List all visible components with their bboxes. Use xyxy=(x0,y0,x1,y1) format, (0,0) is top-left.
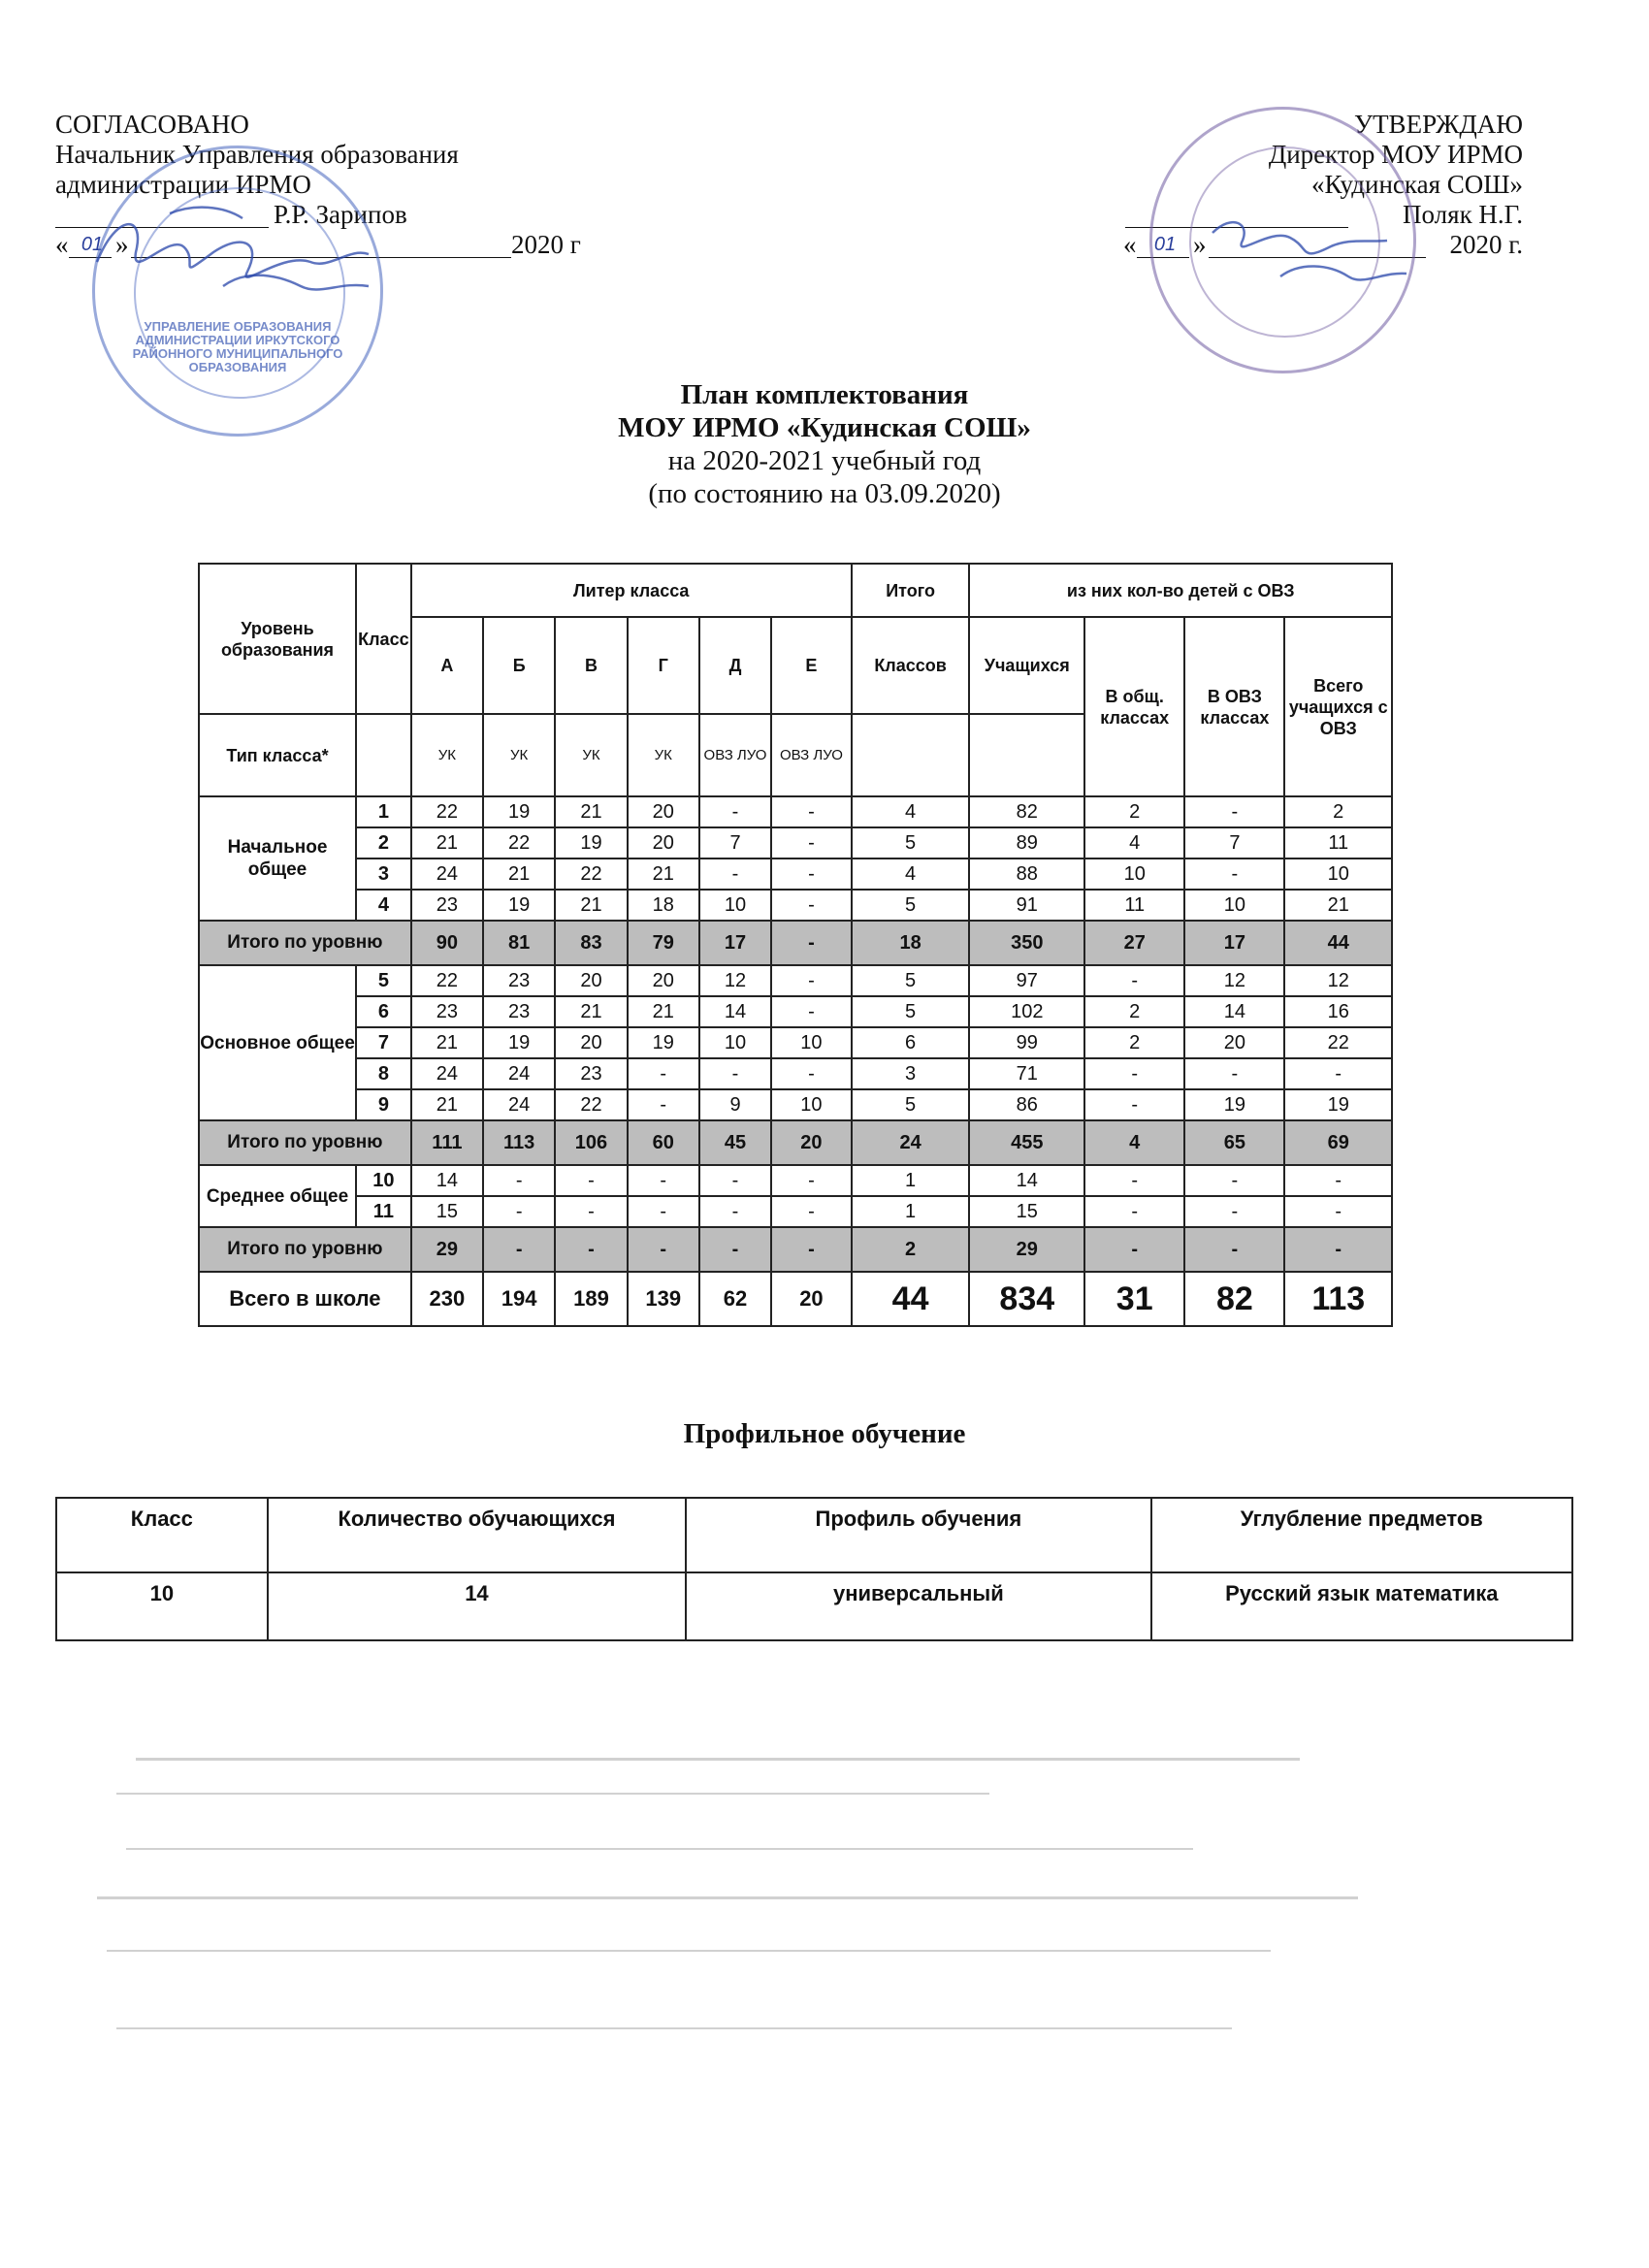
table-cell: 3 xyxy=(852,1058,970,1089)
table-cell: - xyxy=(699,859,771,890)
table-cell: 21 xyxy=(483,859,555,890)
table-cell: - xyxy=(771,996,852,1027)
grand-total-cell: 189 xyxy=(555,1272,627,1326)
grand-total-cell: 62 xyxy=(699,1272,771,1326)
approval-right-heading: УТВЕРЖДАЮ xyxy=(1353,110,1523,139)
class-number: 10 xyxy=(356,1165,411,1196)
level-total-cell: - xyxy=(771,1227,852,1272)
table-row xyxy=(199,965,1392,996)
profile-cell-profile: универсальный xyxy=(686,1572,1150,1640)
approval-left-name: Р.Р. Зарипов xyxy=(274,200,407,229)
approval-left-day: 01 xyxy=(81,234,104,255)
table-cell: - xyxy=(771,827,852,859)
table-cell: 14 xyxy=(411,1165,483,1196)
table-cell: 10 xyxy=(699,1027,771,1058)
class-number: 6 xyxy=(356,996,411,1027)
table-cell: - xyxy=(1084,965,1184,996)
header-letter-v: В xyxy=(555,617,627,714)
table-cell: 2 xyxy=(1084,996,1184,1027)
header-letter-g: Г xyxy=(628,617,699,714)
level-total-cell: 44 xyxy=(1284,921,1392,965)
type-cell: УК xyxy=(628,714,699,796)
table-cell: 22 xyxy=(411,965,483,996)
level-total-label: Итого по уровню xyxy=(199,1120,411,1165)
table-cell: 82 xyxy=(969,796,1084,827)
table-cell: - xyxy=(1084,1165,1184,1196)
header-total-ovz: Всего учащихся с ОВЗ xyxy=(1284,617,1392,796)
table-cell: 12 xyxy=(1184,965,1284,996)
header-letter-group: Литер класса xyxy=(411,564,852,617)
table-row xyxy=(199,796,1392,827)
level-total-cell: 111 xyxy=(411,1120,483,1165)
table-cell: - xyxy=(771,1196,852,1227)
approval-left-date: « 01 » 2020 г xyxy=(55,230,581,259)
grand-total-cell: 194 xyxy=(483,1272,555,1326)
header-students: Учащихся xyxy=(969,617,1084,714)
table-cell: 19 xyxy=(1184,1089,1284,1120)
level-total-row xyxy=(199,1120,1392,1165)
table-cell: 99 xyxy=(969,1027,1084,1058)
grand-total-row xyxy=(199,1272,1392,1326)
table-cell: 19 xyxy=(483,890,555,921)
table-cell: 2 xyxy=(1284,796,1392,827)
table-cell: 11 xyxy=(1084,890,1184,921)
profile-cell-count: 14 xyxy=(268,1572,686,1640)
grand-total-cell: 230 xyxy=(411,1272,483,1326)
table-cell: - xyxy=(699,796,771,827)
level-total-cell: 83 xyxy=(555,921,627,965)
table-cell: 23 xyxy=(483,965,555,996)
table-body xyxy=(199,796,1392,1326)
level-total-cell: - xyxy=(628,1227,699,1272)
table-cell: 1 xyxy=(852,1196,970,1227)
signature-right xyxy=(1145,194,1436,310)
level-total-cell: 18 xyxy=(852,921,970,965)
table-cell: - xyxy=(483,1165,555,1196)
level-total-cell: - xyxy=(771,921,852,965)
level-total-cell: - xyxy=(1084,1227,1184,1272)
approval-right-line1: Директор МОУ ИРМО xyxy=(1268,140,1523,169)
header-letter-b: Б xyxy=(483,617,555,714)
table-cell: - xyxy=(771,1058,852,1089)
profile-section-title: Профильное обучение xyxy=(683,1418,966,1449)
table-cell: 21 xyxy=(411,1089,483,1120)
table-cell: - xyxy=(771,796,852,827)
level-total-cell: 455 xyxy=(969,1120,1084,1165)
table-cell: 21 xyxy=(628,996,699,1027)
table-cell: - xyxy=(771,965,852,996)
table-cell: 22 xyxy=(555,1089,627,1120)
table-cell: 20 xyxy=(555,1027,627,1058)
table-row xyxy=(199,1027,1392,1058)
table-cell: - xyxy=(1284,1058,1392,1089)
header-class: Класс xyxy=(356,564,411,714)
table-cell: 14 xyxy=(1184,996,1284,1027)
approval-left-heading: СОГЛАСОВАНО xyxy=(55,110,249,139)
table-cell: - xyxy=(1084,1196,1184,1227)
seal-stamp-left-text: УПРАВЛЕНИЕ ОБРАЗОВАНИЯ АДМИНИСТРАЦИИ ИРКУТСКОГО РАЙОННОГО МУНИЦИПАЛЬНОГО ОБРАЗОВАНИЯ xyxy=(132,319,343,374)
table-cell: - xyxy=(1184,1165,1284,1196)
table-cell: 14 xyxy=(969,1165,1084,1196)
table-cell: 22 xyxy=(411,796,483,827)
table-cell: - xyxy=(1084,1089,1184,1120)
table-cell: - xyxy=(771,859,852,890)
level-total-cell: - xyxy=(1184,1227,1284,1272)
table-cell: 21 xyxy=(411,1027,483,1058)
grand-total-cell: 31 xyxy=(1084,1272,1184,1326)
level-total-cell: 81 xyxy=(483,921,555,965)
table-cell: 89 xyxy=(969,827,1084,859)
class-number: 9 xyxy=(356,1089,411,1120)
approval-right-day: 01 xyxy=(1153,234,1177,255)
table-cell: 24 xyxy=(483,1058,555,1089)
table-cell: 7 xyxy=(699,827,771,859)
type-cell: ОВЗ ЛУО xyxy=(699,714,771,796)
type-cell: УК xyxy=(555,714,627,796)
level-total-cell: 65 xyxy=(1184,1120,1284,1165)
table-cell: 10 xyxy=(771,1027,852,1058)
table-cell: 21 xyxy=(555,796,627,827)
table-cell: 23 xyxy=(411,996,483,1027)
header-classes-count: Классов xyxy=(852,617,970,714)
approval-left-line2: администрации ИРМО xyxy=(55,170,311,199)
profile-header-count: Количество обучающихся xyxy=(268,1498,686,1572)
header-letter-a: А xyxy=(411,617,483,714)
header-ovz-group: из них кол-во детей с ОВЗ xyxy=(969,564,1392,617)
table-cell: 4 xyxy=(852,859,970,890)
type-cell: ОВЗ ЛУО xyxy=(771,714,852,796)
table-cell: 22 xyxy=(483,827,555,859)
level-total-cell: 60 xyxy=(628,1120,699,1165)
table-cell: 5 xyxy=(852,996,970,1027)
class-number: 11 xyxy=(356,1196,411,1227)
type-row-label: Тип класса* xyxy=(199,714,356,796)
table-cell: 20 xyxy=(1184,1027,1284,1058)
table-row xyxy=(199,827,1392,859)
profile-header-subjects: Углубление предметов xyxy=(1151,1498,1572,1572)
table-cell: - xyxy=(1184,796,1284,827)
table-cell: 97 xyxy=(969,965,1084,996)
grand-total-label: Всего в школе xyxy=(199,1272,411,1326)
table-cell: 4 xyxy=(1084,827,1184,859)
table-row xyxy=(199,1196,1392,1227)
table-cell: 21 xyxy=(411,827,483,859)
header-letter-d: Д xyxy=(699,617,771,714)
level-name: Среднее общее xyxy=(199,1165,356,1227)
table-cell: 6 xyxy=(852,1027,970,1058)
table-cell: - xyxy=(628,1165,699,1196)
table-row xyxy=(199,1165,1392,1196)
table-cell: - xyxy=(1184,859,1284,890)
table-cell: 21 xyxy=(555,996,627,1027)
table-cell: 15 xyxy=(969,1196,1084,1227)
table-cell: 91 xyxy=(969,890,1084,921)
grand-total-cell: 139 xyxy=(628,1272,699,1326)
grand-total-cell: 82 xyxy=(1184,1272,1284,1326)
level-total-label: Итого по уровню xyxy=(199,921,411,965)
table-cell: 18 xyxy=(628,890,699,921)
level-total-cell: - xyxy=(555,1227,627,1272)
table-row xyxy=(199,890,1392,921)
header-total-group: Итого xyxy=(852,564,970,617)
level-total-cell: 29 xyxy=(411,1227,483,1272)
level-total-cell: 29 xyxy=(969,1227,1084,1272)
level-name: Основное общее xyxy=(199,965,356,1120)
table-cell: 20 xyxy=(628,827,699,859)
document-title xyxy=(0,378,1649,510)
level-total-cell: 113 xyxy=(483,1120,555,1165)
table-row xyxy=(199,1089,1392,1120)
table-cell: 12 xyxy=(699,965,771,996)
table-cell: 20 xyxy=(628,965,699,996)
level-total-cell: 17 xyxy=(1184,921,1284,965)
level-total-cell: - xyxy=(699,1227,771,1272)
profile-header-profile: Профиль обучения xyxy=(686,1498,1150,1572)
table-cell: 23 xyxy=(411,890,483,921)
title-line4: (по состоянию на 03.09.2020) xyxy=(648,478,1001,509)
title-line1: План комплектования xyxy=(680,379,969,410)
profile-cell-class: 10 xyxy=(56,1572,268,1640)
approval-left-year: 2020 г xyxy=(511,230,581,259)
approval-right-year: 2020 г. xyxy=(1449,230,1523,259)
level-total-cell: 79 xyxy=(628,921,699,965)
level-total-cell: 24 xyxy=(852,1120,970,1165)
header-letter-e: Е xyxy=(771,617,852,714)
level-total-cell: 350 xyxy=(969,921,1084,965)
table-cell: 19 xyxy=(1284,1089,1392,1120)
grand-total-cell: 20 xyxy=(771,1272,852,1326)
table-cell: 10 xyxy=(771,1089,852,1120)
staffing-table xyxy=(198,563,1393,1327)
table-cell: 5 xyxy=(852,965,970,996)
profile-table xyxy=(55,1497,1573,1641)
table-cell: 19 xyxy=(483,796,555,827)
header-in-general: В общ. классах xyxy=(1084,617,1184,796)
profile-cell-subjects: Русский язык математика xyxy=(1151,1572,1572,1640)
table-cell: 10 xyxy=(1084,859,1184,890)
level-total-cell: 20 xyxy=(771,1120,852,1165)
class-number: 4 xyxy=(356,890,411,921)
table-cell: 15 xyxy=(411,1196,483,1227)
signature-left xyxy=(78,194,398,320)
table-cell: 16 xyxy=(1284,996,1392,1027)
table-cell: 20 xyxy=(555,965,627,996)
table-cell: 23 xyxy=(555,1058,627,1089)
table-cell: 5 xyxy=(852,1089,970,1120)
level-total-row xyxy=(199,921,1392,965)
table-cell: 86 xyxy=(969,1089,1084,1120)
table-cell: 14 xyxy=(699,996,771,1027)
table-cell: - xyxy=(628,1196,699,1227)
table-cell: 1 xyxy=(852,1165,970,1196)
table-cell: - xyxy=(771,1165,852,1196)
table-cell: 21 xyxy=(555,890,627,921)
class-number: 1 xyxy=(356,796,411,827)
table-cell: - xyxy=(628,1058,699,1089)
table-cell: - xyxy=(1184,1058,1284,1089)
table-cell: 22 xyxy=(1284,1027,1392,1058)
table-cell: - xyxy=(483,1196,555,1227)
level-total-cell: 106 xyxy=(555,1120,627,1165)
class-number: 7 xyxy=(356,1027,411,1058)
table-cell: 9 xyxy=(699,1089,771,1120)
table-cell: - xyxy=(1284,1196,1392,1227)
table-cell: 5 xyxy=(852,890,970,921)
table-cell: 21 xyxy=(1284,890,1392,921)
table-cell: - xyxy=(699,1196,771,1227)
table-cell: 7 xyxy=(1184,827,1284,859)
grand-total-cell: 834 xyxy=(969,1272,1084,1326)
table-cell: - xyxy=(1184,1196,1284,1227)
table-cell: - xyxy=(1284,1165,1392,1196)
profile-header-class: Класс xyxy=(56,1498,268,1572)
table-row xyxy=(199,1058,1392,1089)
table-cell: - xyxy=(699,1165,771,1196)
table-cell: 10 xyxy=(699,890,771,921)
grand-total-cell: 44 xyxy=(852,1272,970,1326)
table-row xyxy=(199,996,1392,1027)
level-name: Начальное общее xyxy=(199,796,356,921)
table-cell: - xyxy=(699,1058,771,1089)
level-total-label: Итого по уровню xyxy=(199,1227,411,1272)
table-cell: 10 xyxy=(1284,859,1392,890)
table-cell: 10 xyxy=(1184,890,1284,921)
title-line2: МОУ ИРМО «Кудинская СОШ» xyxy=(618,412,1031,443)
level-total-cell: 90 xyxy=(411,921,483,965)
class-number: 2 xyxy=(356,827,411,859)
class-number: 3 xyxy=(356,859,411,890)
table-cell: 88 xyxy=(969,859,1084,890)
approval-right-date: « 01 » 2020 г. xyxy=(1123,230,1523,259)
table-cell: 22 xyxy=(555,859,627,890)
table-cell: 24 xyxy=(483,1089,555,1120)
table-cell: 102 xyxy=(969,996,1084,1027)
table-row xyxy=(199,859,1392,890)
grand-total-cell: 113 xyxy=(1284,1272,1392,1326)
approval-right-line2: «Кудинская СОШ» xyxy=(1310,170,1523,199)
level-total-cell: 17 xyxy=(699,921,771,965)
table-cell: 4 xyxy=(852,796,970,827)
table-cell: 11 xyxy=(1284,827,1392,859)
level-total-row xyxy=(199,1227,1392,1272)
type-cell: УК xyxy=(483,714,555,796)
table-cell: 20 xyxy=(628,796,699,827)
type-cell: УК xyxy=(411,714,483,796)
level-total-cell: 45 xyxy=(699,1120,771,1165)
class-number: 5 xyxy=(356,965,411,996)
table-cell: - xyxy=(1084,1058,1184,1089)
level-total-cell: 27 xyxy=(1084,921,1184,965)
header-level: Уровень образования xyxy=(199,564,356,714)
table-cell: - xyxy=(771,890,852,921)
table-cell: 19 xyxy=(628,1027,699,1058)
table-cell: 24 xyxy=(411,859,483,890)
level-total-cell: 69 xyxy=(1284,1120,1392,1165)
table-cell: - xyxy=(555,1196,627,1227)
level-total-cell: - xyxy=(1284,1227,1392,1272)
level-total-cell: 2 xyxy=(852,1227,970,1272)
table-cell: 2 xyxy=(1084,796,1184,827)
table-cell: 24 xyxy=(411,1058,483,1089)
approval-left-line1: Начальник Управления образования xyxy=(55,140,459,169)
table-cell: 21 xyxy=(628,859,699,890)
table-cell: 2 xyxy=(1084,1027,1184,1058)
table-cell: 12 xyxy=(1284,965,1392,996)
table-cell: 23 xyxy=(483,996,555,1027)
approval-right-name: Поляк Н.Г. xyxy=(1403,200,1523,229)
level-total-cell: 4 xyxy=(1084,1120,1184,1165)
table-cell: - xyxy=(628,1089,699,1120)
level-total-cell: - xyxy=(483,1227,555,1272)
table-cell: 71 xyxy=(969,1058,1084,1089)
table-cell: 5 xyxy=(852,827,970,859)
header-in-ovz: В ОВЗ классах xyxy=(1184,617,1284,796)
table-cell: 19 xyxy=(555,827,627,859)
table-cell: - xyxy=(555,1165,627,1196)
table-cell: 19 xyxy=(483,1027,555,1058)
title-line3: на 2020-2021 учебный год xyxy=(667,445,982,476)
class-number: 8 xyxy=(356,1058,411,1089)
